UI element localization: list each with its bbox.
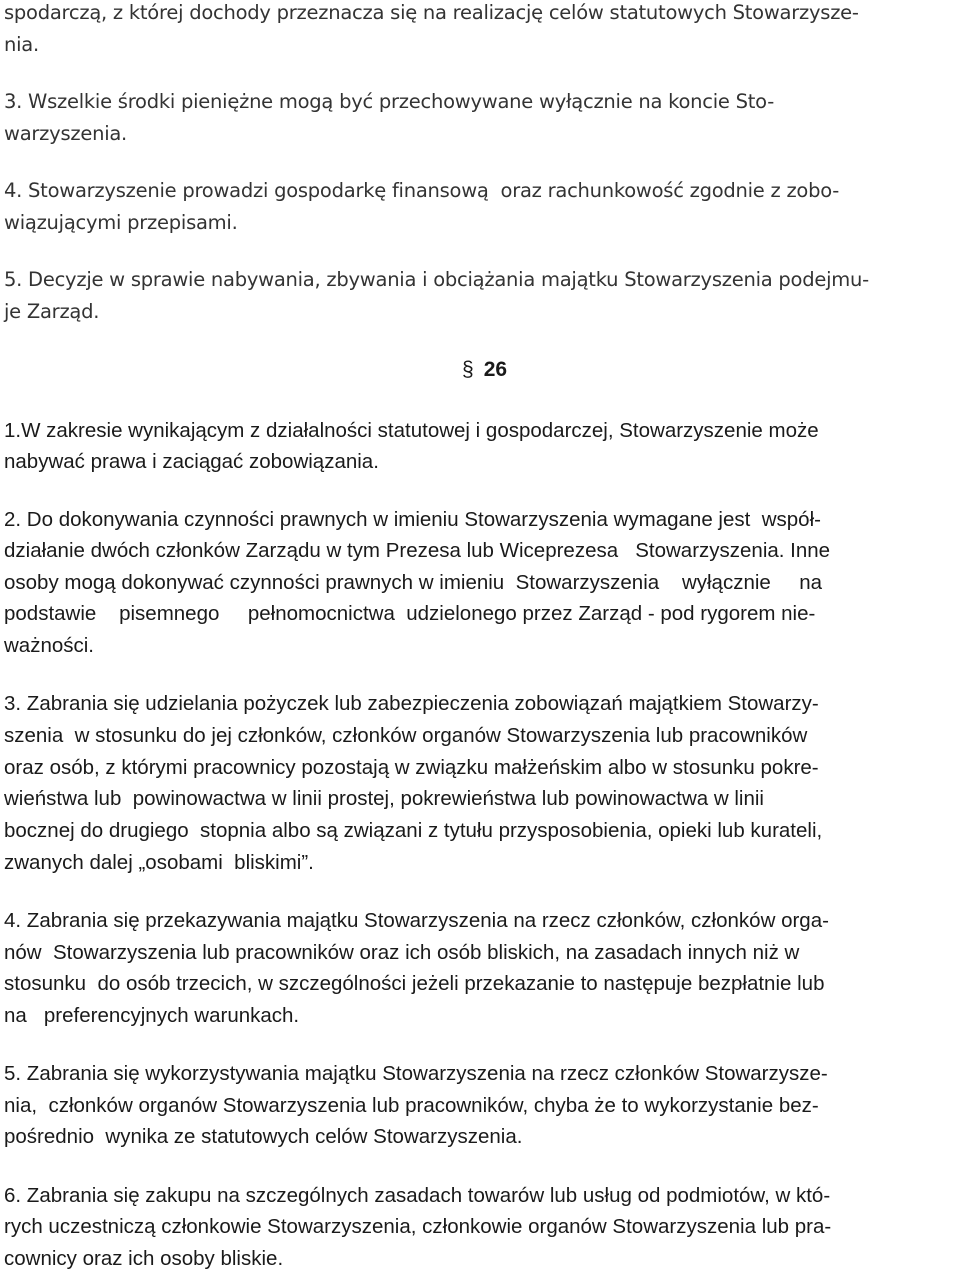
section-heading xyxy=(462,357,507,383)
paragraph-6-line: rych uczestniczą członkowie Stowarzyszenia, członkowie organów Stowarzyszenia lub pra- xyxy=(4,1215,832,1238)
paragraph-5-line: pośrednio wynika ze statutowych celów Stowarzyszenia. xyxy=(4,1125,523,1148)
text-line: 4. Stowarzyszenie prowadzi gospodarkę finansową oraz rachunkowość zgodnie z zobo- xyxy=(4,179,840,202)
paragraph-2-line: 2. Do dokonywania czynności prawnych w imieniu Stowarzyszenia wymagane jest współ- xyxy=(4,508,821,531)
text-line: warzyszenia. xyxy=(4,122,128,145)
text-line: je Zarząd. xyxy=(4,300,100,323)
paragraph-4-line: 4. Zabrania się przekazywania majątku Stowarzyszenia na rzecz członków, członków orga- xyxy=(4,909,829,932)
text-line: 3. Wszelkie środki pieniężne mogą być przechowywane wyłącznie na koncie Sto- xyxy=(4,90,774,113)
paragraph-2-line: ważności. xyxy=(4,634,95,657)
paragraph-1-line: nabywać prawa i zaciągać zobowiązania. xyxy=(4,450,379,473)
text-line: nia. xyxy=(4,33,39,56)
paragraph-6-line: cownicy oraz ich osoby bliskie. xyxy=(4,1247,284,1270)
paragraph-2-line: osoby mogą dokonywać czynności prawnych w imieniu Stowarzyszenia wyłącznie na xyxy=(4,571,823,594)
paragraph-1-line: 1.W zakresie wynikającym z działalności statutowej i gospodarczej, Stowarzyszenie może xyxy=(4,419,819,442)
paragraph-3-line: 3. Zabrania się udzielania pożyczek lub zabezpieczenia zobowiązań majątkiem Stowarzy- xyxy=(4,692,819,715)
text-line: spodarczą, z której dochody przeznacza się na realizację celów statutowych Stowarzysze- xyxy=(4,1,859,24)
section-symbol: § xyxy=(462,358,474,381)
paragraph-4-line: stosunku do osób trzecich, w szczególności jeżeli przekazanie to następuje bezpłatnie lub xyxy=(4,972,825,995)
paragraph-3-line: bocznej do drugiego stopnia albo są związani z tytułu przysposobienia, opieki lub kurateli, xyxy=(4,819,823,842)
paragraph-4-line: na preferencyjnych warunkach. xyxy=(4,1004,300,1027)
section-number: 26 xyxy=(483,358,508,381)
text-line: wiązującymi przepisami. xyxy=(4,211,238,234)
paragraph-6-line: 6. Zabrania się zakupu na szczególnych zasadach towarów lub usług od podmiotów, w któ- xyxy=(4,1184,831,1207)
paragraph-3-line: wieństwa lub powinowactwa w linii prostej, pokrewieństwa lub powinowactwa w linii xyxy=(4,787,764,810)
paragraph-5-line: 5. Zabrania się wykorzystywania majątku Stowarzyszenia na rzecz członków Stowarzysze- xyxy=(4,1062,828,1085)
paragraph-3-line: oraz osób, z którymi pracownicy pozostają w związku małżeńskim albo w stosunku pokre- xyxy=(4,756,819,779)
text-line: 5. Decyzje w sprawie nabywania, zbywania i obciążania majątku Stowarzyszenia podejmu- xyxy=(4,268,869,291)
paragraph-3-line: szenia w stosunku do jej członków, członków organów Stowarzyszenia lub pracowników xyxy=(4,724,808,747)
paragraph-2-line: podstawie pisemnego pełnomocnictwa udzielonego przez Zarząd - pod rygorem nie- xyxy=(4,602,816,625)
paragraph-5-line: nia, członków organów Stowarzyszenia lub pracowników, chyba że to wykorzystanie bez- xyxy=(4,1094,819,1117)
paragraph-4-line: nów Stowarzyszenia lub pracowników oraz ich osób bliskich, na zasadach innych niż w xyxy=(4,941,800,964)
paragraph-3-line: zwanych dalej „osobami bliskimi”. xyxy=(4,851,314,874)
paragraph-2-line: działanie dwóch członków Zarządu w tym Prezesa lub Wiceprezesa Stowarzyszenia. Inne xyxy=(4,539,831,562)
